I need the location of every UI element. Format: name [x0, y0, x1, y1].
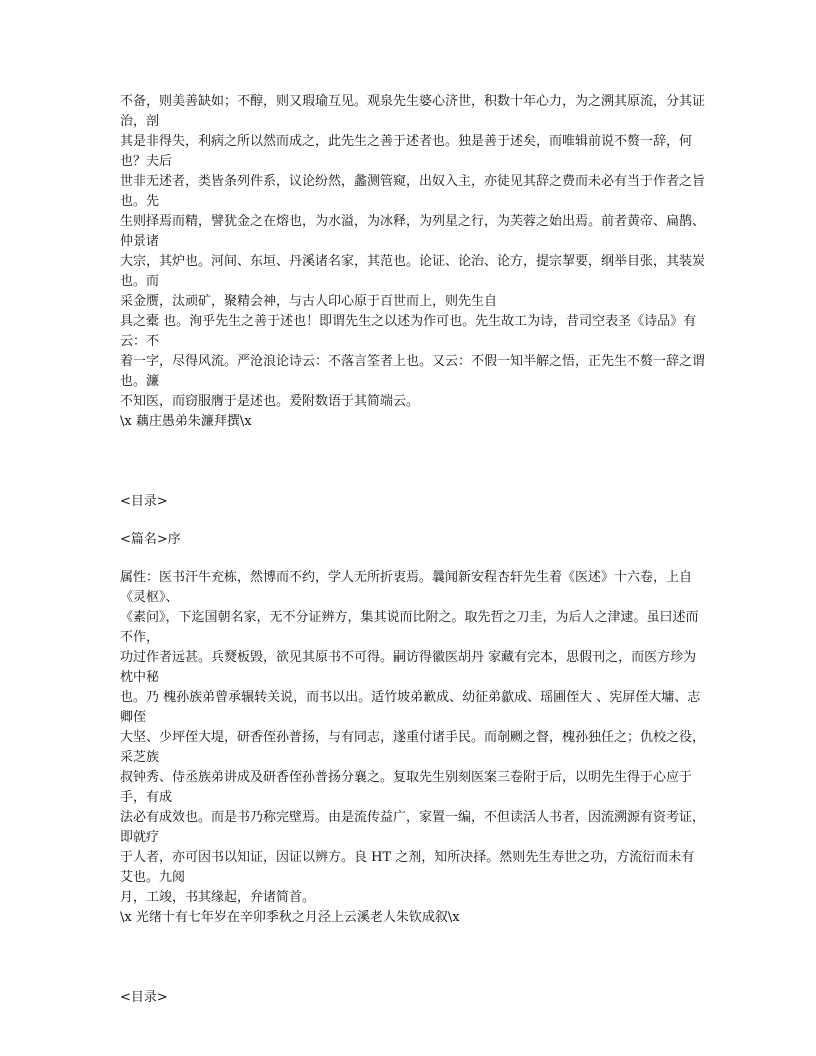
toc-marker: <目录>: [120, 494, 168, 509]
text-line: 法必有成效也。而是书乃称完壁焉。由是流传益广，家置一编，不但读活人书者，因流溯源有资考证，即就疗: [120, 810, 706, 845]
text-line: 其是非得失，利病之所以然而成之，此先生之善于述者也。独是善于述矣，而唯辑前说不赘一辞，何也？夫后: [120, 134, 693, 169]
text-line: 采金赝，汰顽矿，聚精会神，与古人印心原于百世而上，则先生自: [120, 294, 498, 309]
preface-section-1: [120, 92, 706, 432]
text-line: 生则择焉而精，譬犹金之在熔也，为水溢，为冰释，为列星之行，为芙蓉之始出焉。前者黄帝、扁鹊、仲景诸: [120, 214, 706, 249]
spacer: [120, 512, 706, 530]
toc-marker: <目录>: [120, 990, 168, 1005]
text-line: 不知医，而窃服膺于是述也。爰附数语于其简端云。: [120, 394, 420, 409]
text-line: 叔钟秀、侍丞族弟讲成及研香侄孙普扬分襄之。复取先生别刻医案三卷附于后，以明先生得于心应于手，有成: [120, 770, 693, 805]
text-line: 功过作者远甚。兵燹板毁，欲见其原书不可得。嗣访得徽医胡丹 家藏有完本，思假刊之，而医方珍为枕中秘: [120, 650, 697, 685]
text-line: 也。乃 槐孙族弟曾承辗转关说，而书以出。适竹坡弟歉成、幼征弟歙成、瑶圃侄大 、宪屏侄大墉、志卿侄: [120, 690, 701, 725]
text-line: 属性：医书汗牛充栋，然博而不约，学人无所折衷焉。曩闻新安程杏轩先生着《医述》十六卷，上自《灵枢》、: [120, 570, 693, 605]
text-line: 着一字，尽得风流。严沧浪论诗云：不落言筌者上也。又云：不假一知半解之悟，正先生不赘一辞之谓也。濂: [120, 354, 706, 389]
chapter-title: <篇名>序: [120, 532, 181, 547]
text-line: 具之橐 也。洵乎先生之善于述也！即谓先生之以述为作可也。先生故工为诗，昔司空表圣《诗品》有云：不: [120, 314, 697, 349]
text-line: 不备，则美善缺如；不醇，则又瑕瑜互见。观泉先生婆心济世，积数十年心力，为之溯其原流，分其证治，剖: [120, 94, 706, 129]
text-line: 世非无述者，类皆条列件系，议论纷然，蠡测管窥，出奴入主，亦徒见其辞之费而未必有当于作者之旨也。先: [120, 174, 706, 209]
text-line: 于人者，亦可因书以知证，因证以辨方。良 HT 之剂，知所决择。然则先生寿世之功，方流衍而未有艾也。九阅: [120, 850, 695, 885]
spacer: [120, 550, 706, 568]
spacer: [120, 432, 706, 492]
text-line: 《素问》，下迄国朝名家，无不分证辨方，集其说而比附之。取先哲之刀圭，为后人之津逮。虽曰述而不作，: [120, 610, 699, 645]
signature-line: \x 藕庄愚弟朱濂拜撰\x: [120, 414, 252, 429]
document-page: [120, 92, 706, 1008]
preface-section-2: [120, 568, 706, 928]
signature-line: \x 光绪十有七年岁在辛卯季秋之月泾上云溪老人朱钦成叙\x: [120, 910, 460, 925]
text-line: 月，工竣，书其缘起，弁诸简首。: [120, 890, 316, 905]
text-line: 大宗，其炉也。河间、东垣、丹溪诸名家，其范也。论证、论治、论方，提宗挈要，纲举目张，其装炭也。而: [120, 254, 706, 289]
spacer: [120, 928, 706, 988]
text-line: 大坚、少坪侄大堤，研香侄孙普扬，与有同志，遂重付诸手民。而剞劂之督，槐孙独任之；仇校之役，采芝族: [120, 730, 706, 765]
